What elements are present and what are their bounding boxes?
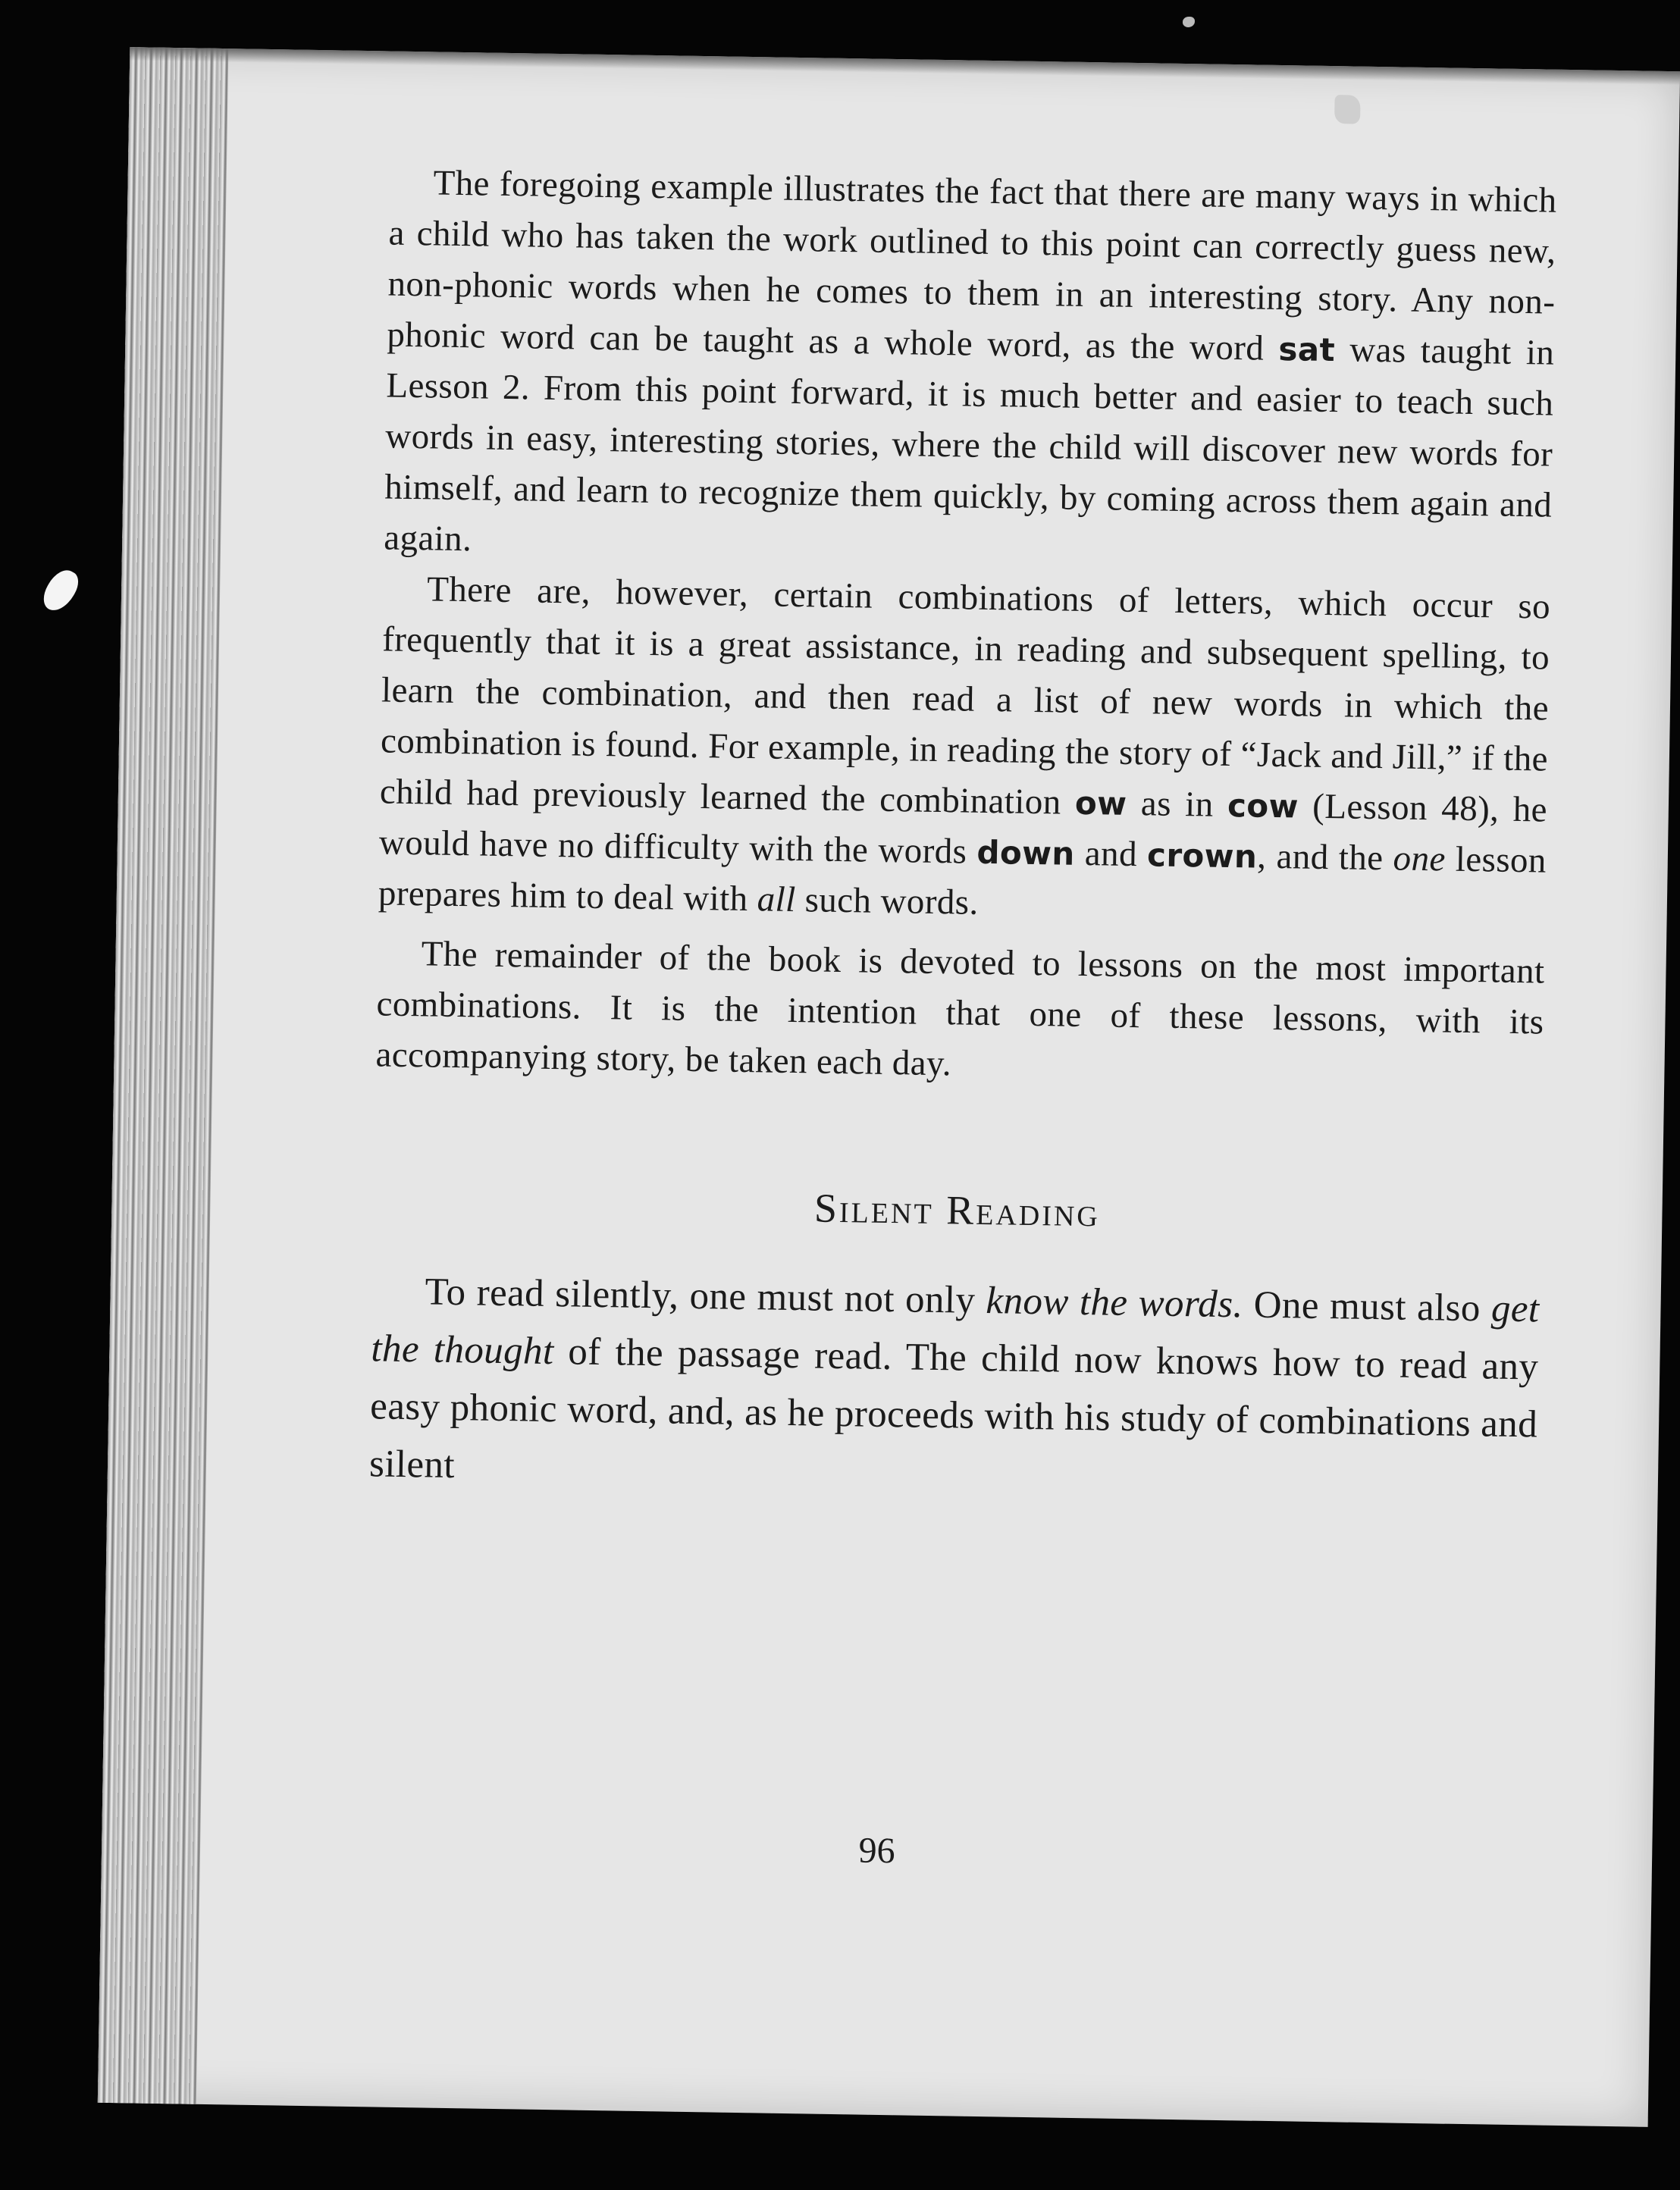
keyword-text: crown bbox=[1146, 836, 1258, 876]
body-text: One must also bbox=[1243, 1283, 1492, 1330]
emphasis-text: know the words. bbox=[986, 1280, 1244, 1327]
body-text: lesson prepares him to deal with bbox=[378, 839, 1547, 920]
scan-speck bbox=[1183, 17, 1195, 27]
body-text: To read silently, one must not only bbox=[425, 1270, 986, 1323]
scan-blemish bbox=[1334, 95, 1361, 124]
body-text: such words. bbox=[795, 880, 979, 923]
keyword-text: ow bbox=[1074, 784, 1127, 822]
body-text: and bbox=[1074, 833, 1148, 875]
body-text: The remainder of the book is devoted to lessons on the most important combinations. It is the intention that one of these lessons, with its accompanying story, be taken each day. bbox=[375, 934, 1545, 1084]
paragraph-silent-reading bbox=[369, 1262, 1541, 1511]
body-text: of the passage read. The child now knows how to read any easy phonic word, and, as he proceeds with his study of combinations and silent bbox=[368, 1330, 1539, 1487]
page-body bbox=[369, 158, 1557, 1512]
page-top-edge bbox=[130, 47, 1680, 85]
body-text: as in bbox=[1127, 783, 1228, 825]
keyword-text: cow bbox=[1227, 786, 1299, 826]
emphasis-text: all bbox=[757, 879, 796, 920]
body-text: The foregoing example illustrates the fact that there are many ways in which a child who has taken the work outlined to this point can correctly guess new, non-phonic words when he comes to them in an interesting story. Any non-phonic word can be taught as a whole word, as the word bbox=[387, 163, 1557, 368]
book-page bbox=[98, 47, 1680, 2127]
body-text: , and the bbox=[1256, 836, 1394, 879]
paragraph-2 bbox=[378, 563, 1550, 937]
keyword-text: down bbox=[976, 833, 1076, 873]
body-text: There are, however, certain combinations of letters, which occur so frequently that it is a great assistance, in reading and subsequent spelling, to learn the combination, and then read a list of new words in which the combination is found. For example, in reading the story of “Jack and Jill,” if the child had previously learned the combination bbox=[379, 569, 1551, 822]
body-text: (Lesson 48), he would have no difficulty with the words bbox=[378, 786, 1548, 872]
body-text: was taught in Lesson 2. From this point forward, it is much better and easier to teach such words in easy, interesting stories, where the child will discover new words for himself, and learn to recognize them quickly, by coming across them again and again. bbox=[383, 330, 1555, 559]
page-gutter bbox=[98, 47, 229, 2104]
scan-speck bbox=[38, 565, 83, 616]
paragraph-1 bbox=[384, 158, 1557, 582]
emphasis-text: one bbox=[1393, 838, 1446, 879]
paragraph-3 bbox=[375, 928, 1545, 1098]
emphasis-text: get the thought bbox=[371, 1287, 1540, 1374]
section-heading: Silent Reading bbox=[813, 1185, 1101, 1236]
keyword-text: sat bbox=[1278, 330, 1336, 369]
page-number: 96 bbox=[858, 1830, 896, 1872]
